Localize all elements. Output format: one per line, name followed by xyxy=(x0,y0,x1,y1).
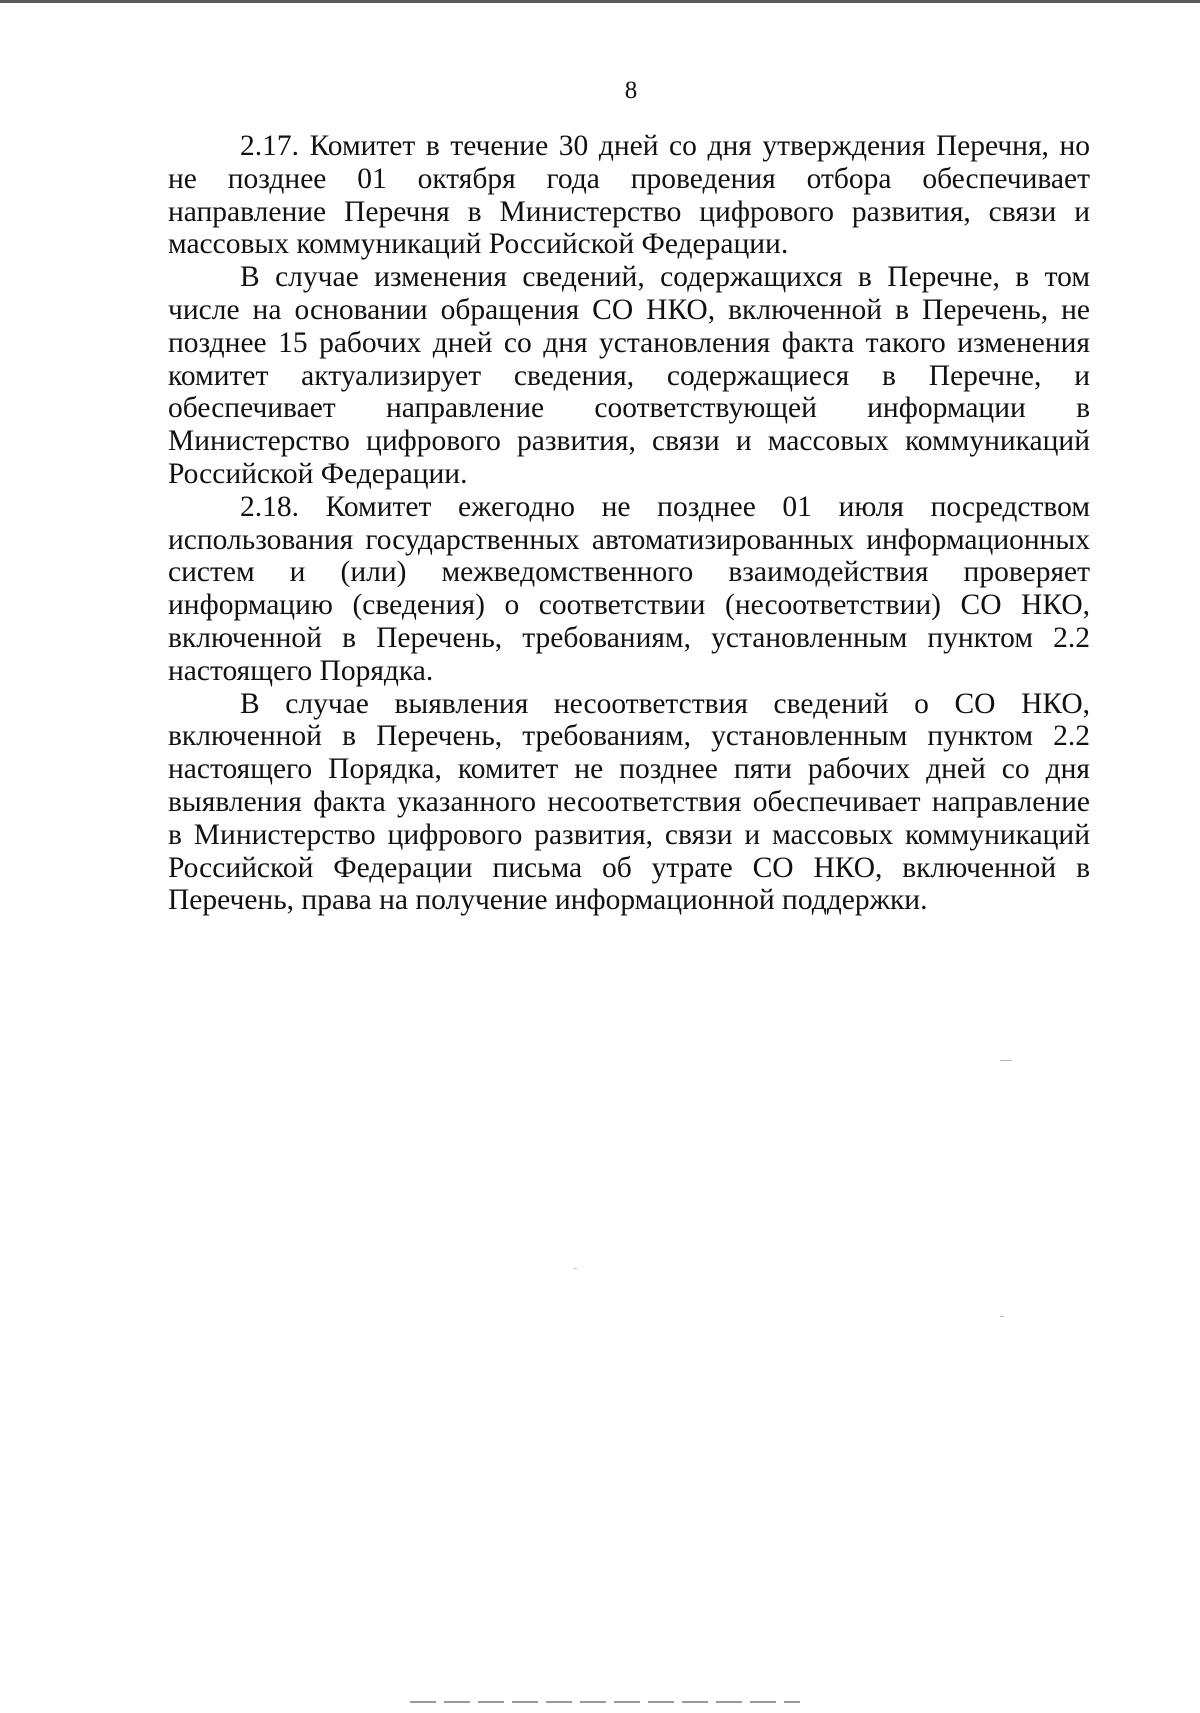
scan-artifact xyxy=(1000,1060,1012,1061)
page-number: 8 xyxy=(624,77,638,104)
paragraph-2-17: 2.17. Комитет в течение 30 дней со дня утверждения Перечня, но не позднее 01 октября года проведения отбора обеспечивает направление Перечня в Министерство цифрового развития, связи и массовых коммуникаций Российской Федерации. xyxy=(168,130,1090,261)
paragraph-2-18-noncompliance: В случае выявления несоответствия сведений о СО НКО, включенной в Перечень, требованиям, установленным пунктом 2.2 настоящего Порядка, комитет не позднее пяти рабочих дней со дня выявления факта указанного несоответствия обеспечивает направление в Министерство цифрового развития, связи и массовых коммуникаций Российской Федерации письма об утрате СО НКО, включенной в Перечень, права на получение информационной поддержки. xyxy=(168,687,1090,917)
paragraph-2-18: 2.18. Комитет ежегодно не позднее 01 июля посредством использования государственных автоматизированных информационных систем и (или) межведомственного взаимодействия проверяет информацию (сведения) о соответствии (несоответствии) СО НКО, включенной в Перечень, требованиям, установленным пунктом 2.2 настоящего Порядка. xyxy=(168,490,1090,687)
document-body xyxy=(168,130,1090,917)
scan-artifact xyxy=(574,1268,577,1269)
scan-top-border xyxy=(0,0,1200,3)
scan-bottom-artifact xyxy=(410,1701,800,1703)
scan-artifact xyxy=(1000,1316,1004,1317)
paragraph-2-17-amendment: В случае изменения сведений, содержащихся в Перечне, в том числе на основании обращения СО НКО, включенной в Перечень, не позднее 15 рабочих дней со дня установления факта такого изменения комитет актуализирует сведения, содержащиеся в Перечне, и обеспечивает направление соответствующей информации в Министерство цифрового развития, связи и массовых коммуникаций Российской Федерации. xyxy=(168,261,1090,490)
